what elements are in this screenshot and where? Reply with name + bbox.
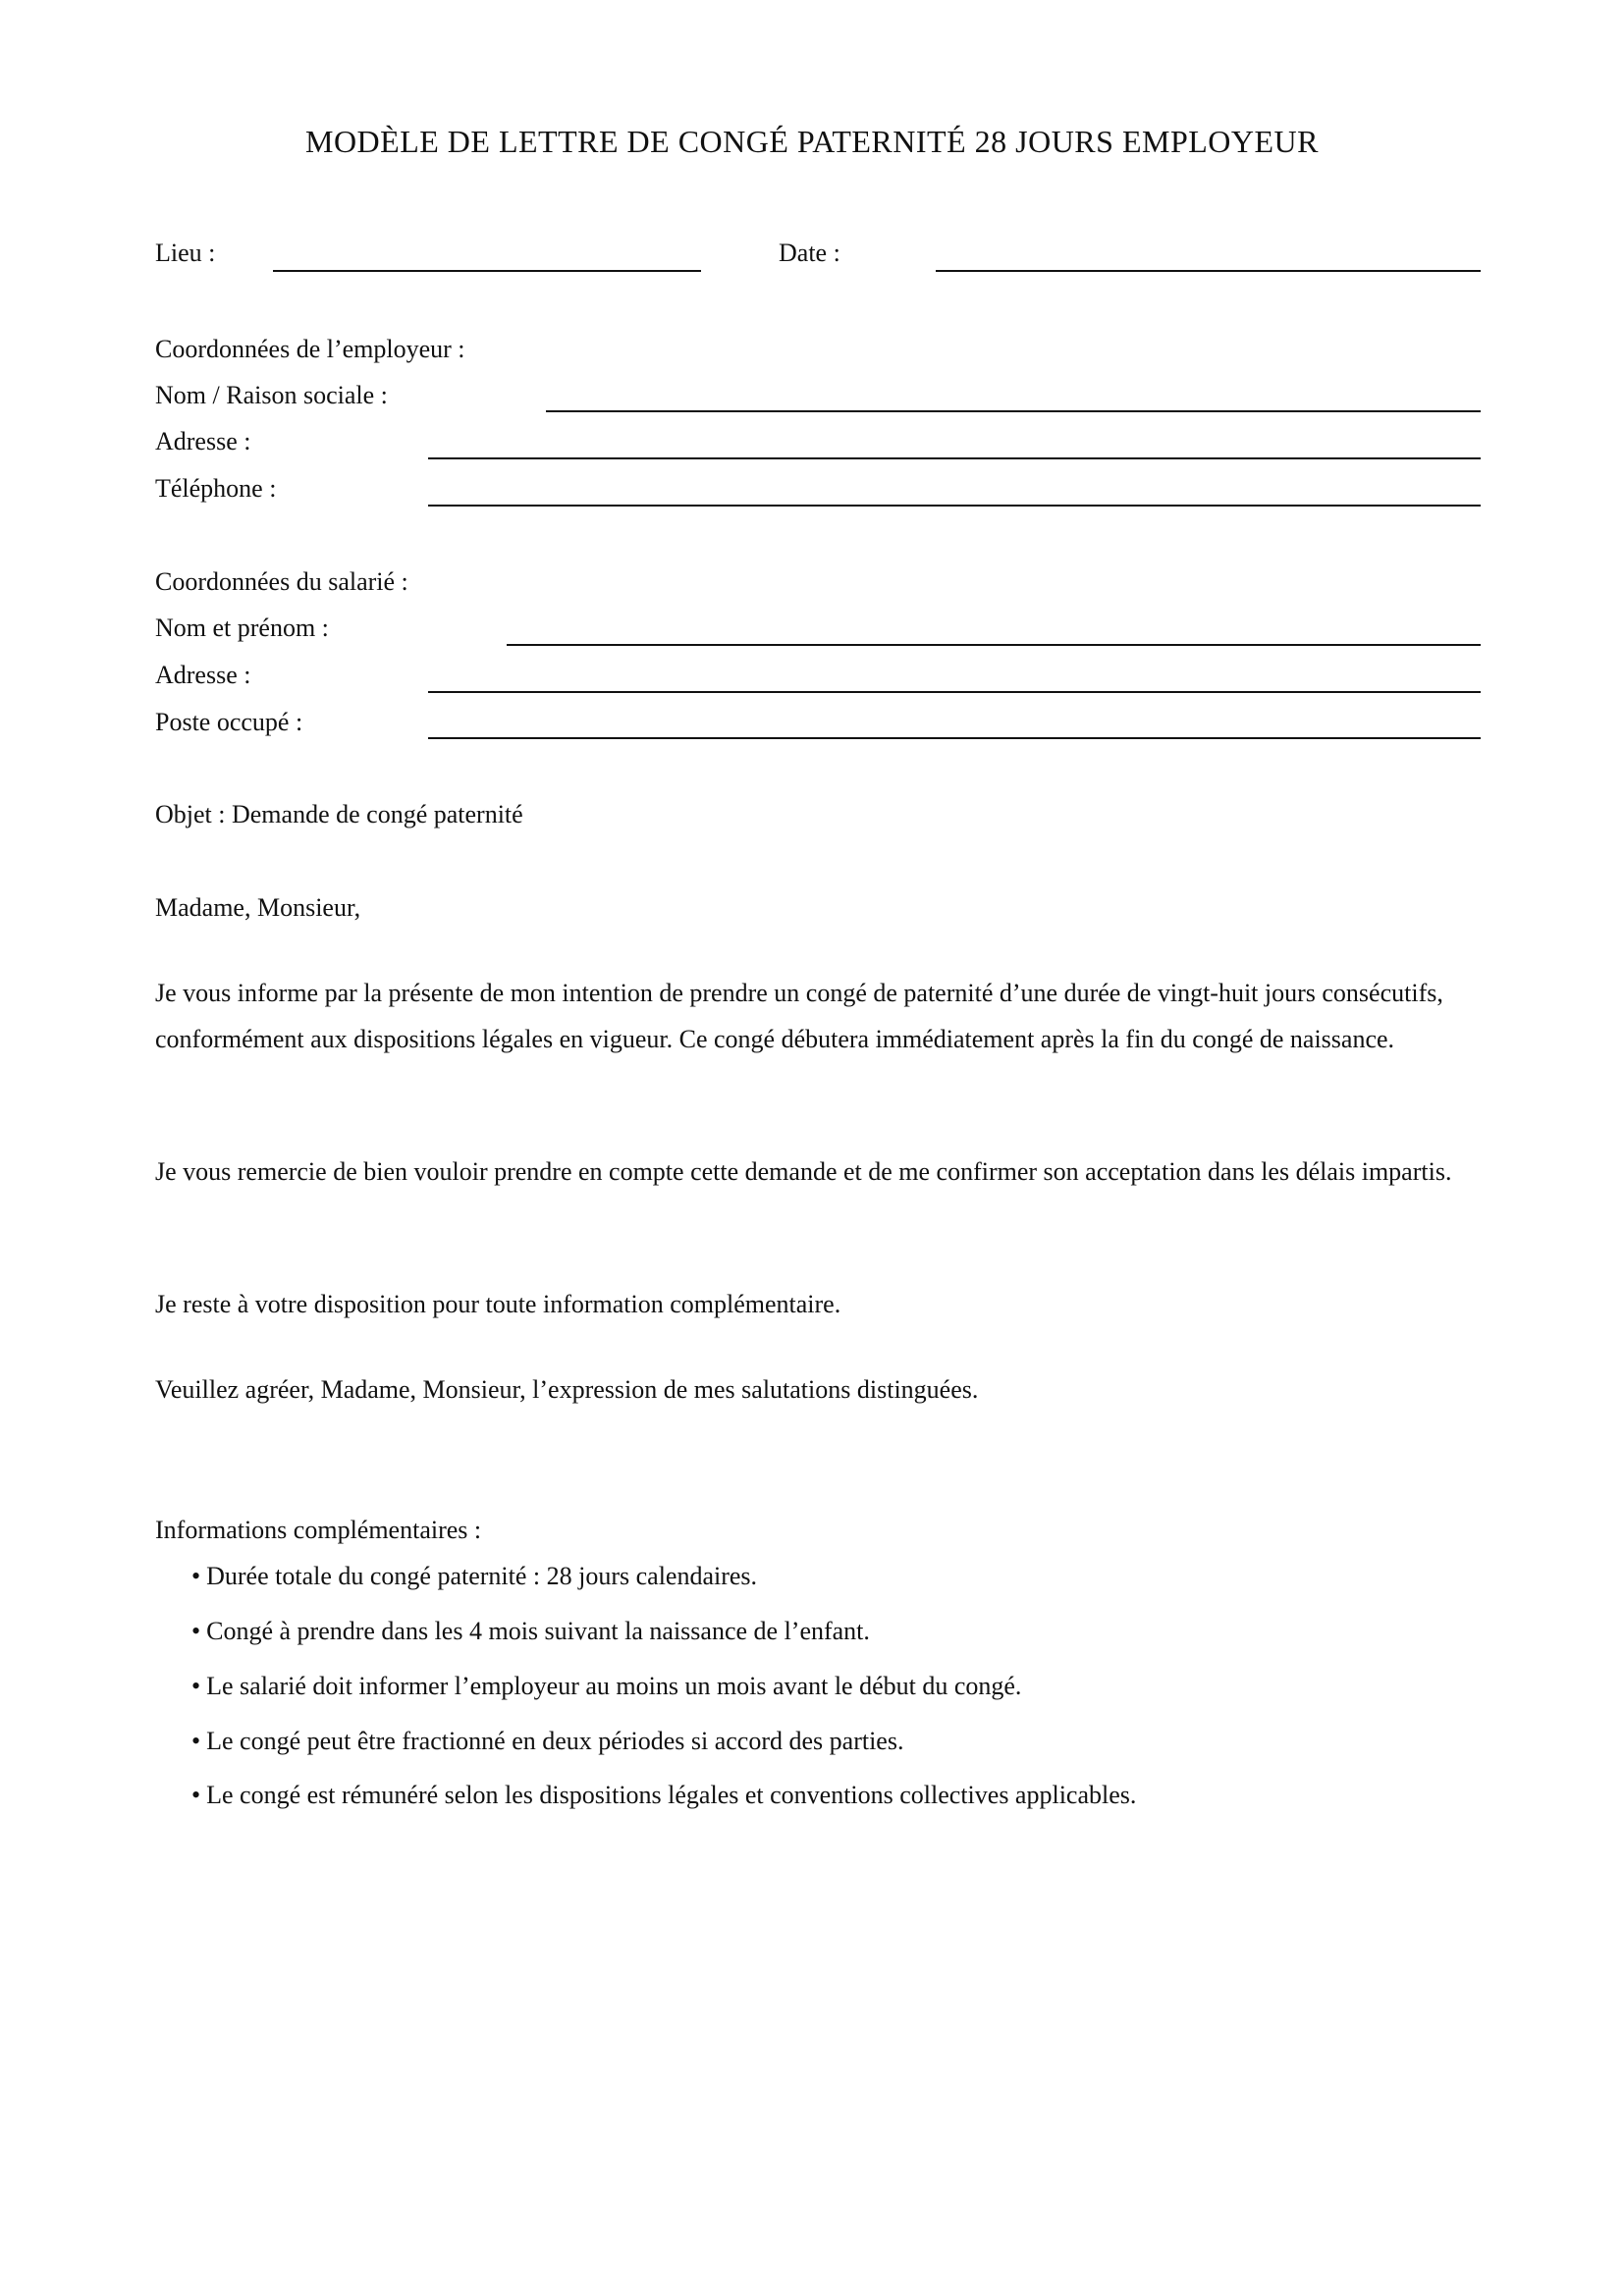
employer-heading: Coordonnées de l’employeur : (155, 335, 465, 363)
list-item (191, 1671, 1021, 1702)
employee-name-label: Nom et prénom : (155, 614, 329, 642)
bullet-icon: • (191, 1781, 201, 1809)
employee-position-label: Poste occupé : (155, 708, 303, 736)
employer-phone-label: Téléphone : (155, 474, 277, 503)
employee-address-field[interactable] (428, 691, 1481, 693)
employee-address-label: Adresse : (155, 661, 251, 689)
letter-paragraph-2: Je vous remercie de bien vouloir prendre en compte cette demande et de me confirmer son acceptation dans les délais impartis. (155, 1157, 1452, 1186)
list-item (191, 1780, 1136, 1811)
letter-salutation: Madame, Monsieur, (155, 893, 361, 922)
list-item-text: Le salarié doit informer l’employeur au moins un mois avant le début du congé. (206, 1672, 1022, 1700)
employer-address-field[interactable] (428, 457, 1481, 459)
letter-paragraph-1: Je vous informe par la présente de mon intention de prendre un congé de paternité d’une durée de vingt-huit jours consécutifs, conformément aux dispositions légales en vigueur. Ce congé débutera immédiatement après la fin du congé de naissance. (155, 979, 1443, 1053)
document-title: MODÈLE DE LETTRE DE CONGÉ PATERNITÉ 28 JOURS EMPLOYEUR (304, 124, 1319, 159)
date-label: Date : (779, 239, 840, 267)
bullet-icon: • (191, 1727, 201, 1755)
list-item-text: Durée totale du congé paternité : 28 jours calendaires. (206, 1562, 758, 1590)
list-item (191, 1561, 757, 1592)
place-field[interactable] (273, 270, 701, 272)
place-label: Lieu : (155, 239, 216, 267)
additional-info-heading: Informations complémentaires : (155, 1516, 482, 1544)
employer-phone-field[interactable] (428, 505, 1481, 507)
list-item (191, 1726, 903, 1757)
list-item-text: Le congé peut être fractionné en deux périodes si accord des parties. (206, 1727, 904, 1755)
date-field[interactable] (936, 270, 1481, 272)
employee-position-field[interactable] (428, 737, 1481, 739)
employer-name-label: Nom / Raison sociale : (155, 381, 388, 409)
employee-name-field[interactable] (507, 644, 1481, 646)
bullet-icon: • (191, 1617, 201, 1645)
employer-address-label: Adresse : (155, 427, 251, 455)
bullet-icon: • (191, 1562, 201, 1590)
list-item-text: Le congé est rémunéré selon les dispositions légales et conventions collectives applicables. (206, 1781, 1137, 1809)
letter-subject: Objet : Demande de congé paternité (155, 800, 523, 828)
list-item (191, 1616, 870, 1647)
employee-heading: Coordonnées du salarié : (155, 567, 408, 596)
list-item-text: Congé à prendre dans les 4 mois suivant la naissance de l’enfant. (206, 1617, 870, 1645)
bullet-icon: • (191, 1672, 201, 1700)
employer-name-field[interactable] (546, 410, 1481, 412)
letter-paragraph-3: Je reste à votre disposition pour toute information complémentaire. (155, 1290, 841, 1318)
letter-closing: Veuillez agréer, Madame, Monsieur, l’expression de mes salutations distinguées. (155, 1375, 979, 1404)
